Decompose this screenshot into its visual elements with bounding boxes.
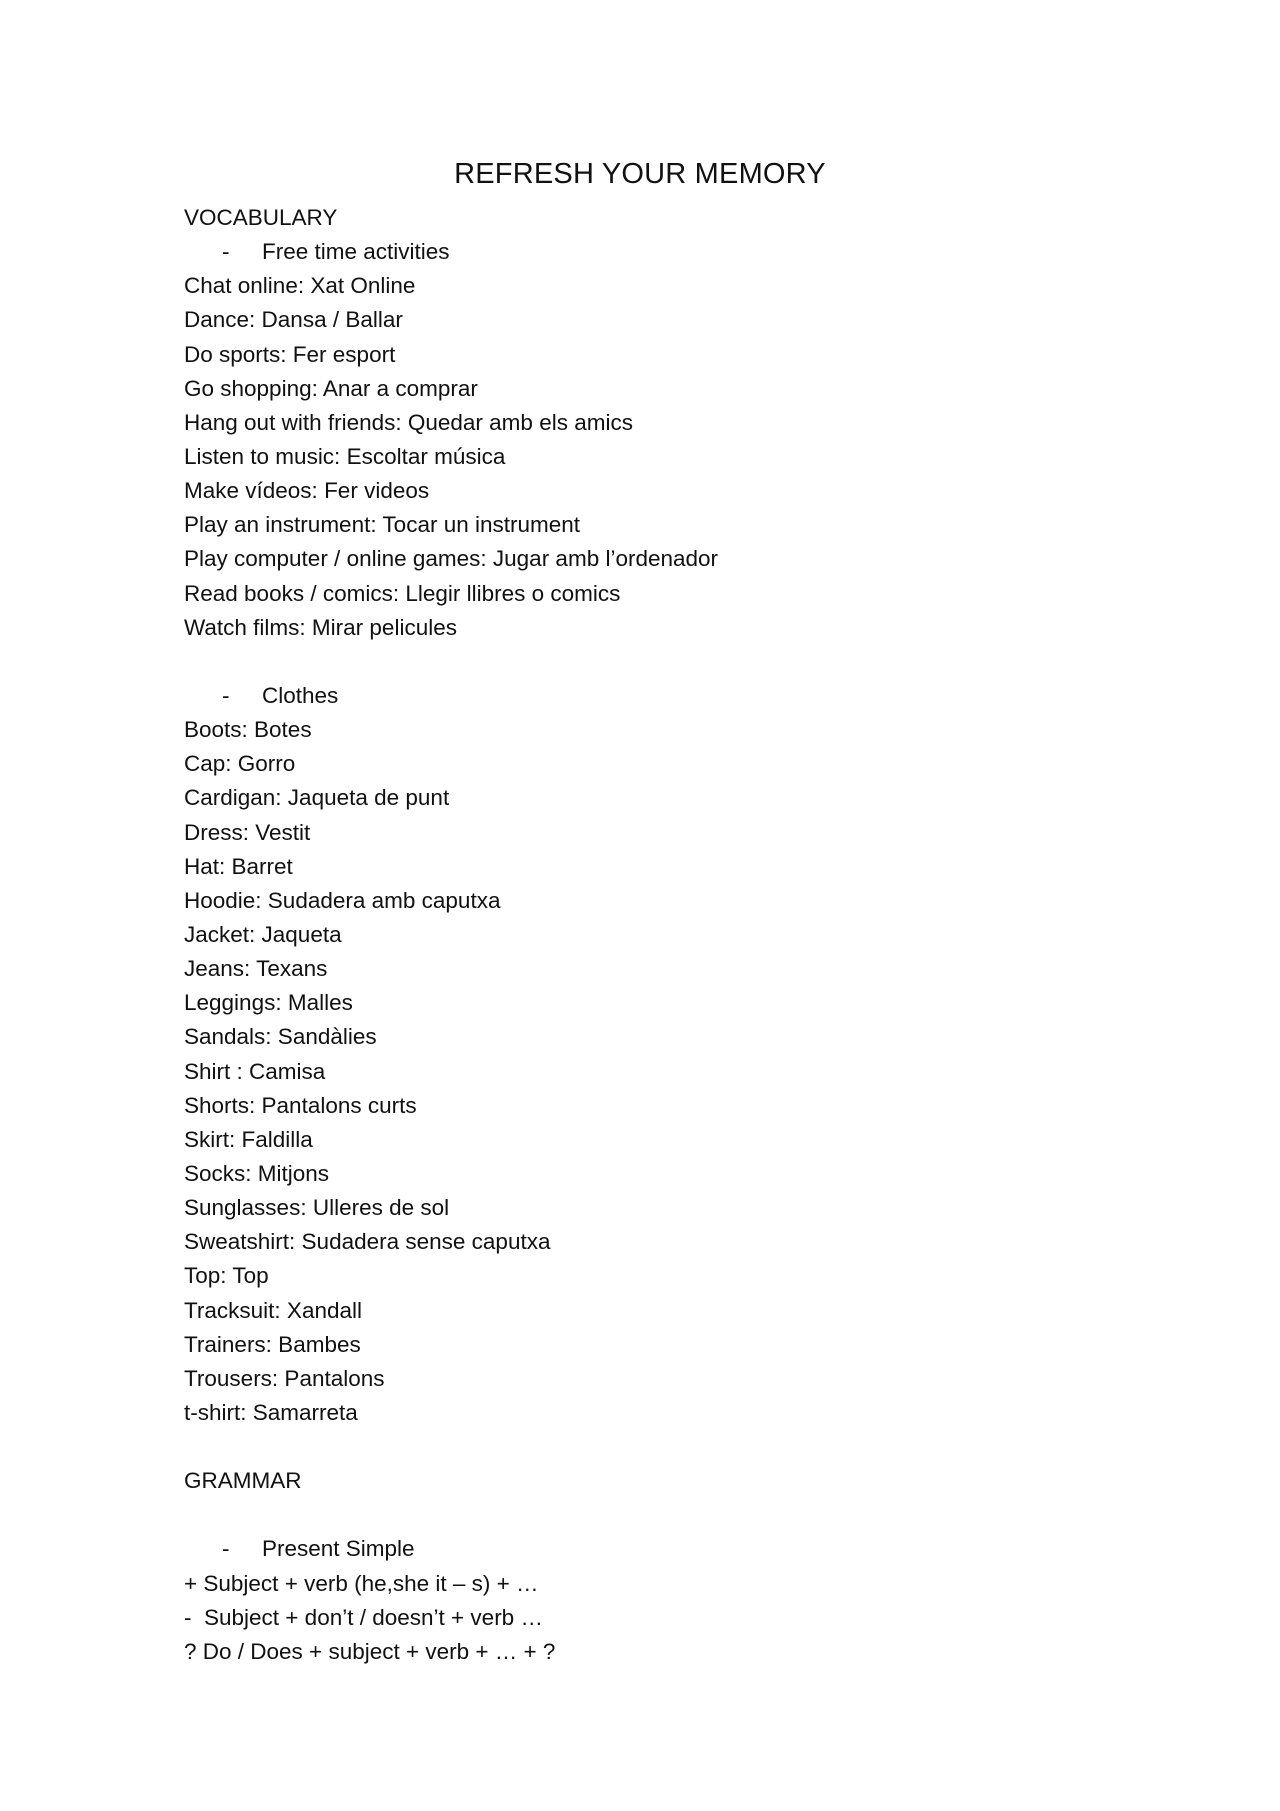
- list-item: Sandals: Sandàlies: [184, 1024, 377, 1050]
- grammar-heading: GRAMMAR: [184, 1468, 302, 1494]
- list-item: Dance: Dansa / Ballar: [184, 307, 403, 333]
- list-item: Shorts: Pantalons curts: [184, 1092, 417, 1118]
- list-item: Chat online: Xat Online: [184, 273, 416, 299]
- blank-line: [184, 1498, 1184, 1532]
- list-item: Hoodie: Sudadera amb caputxa: [184, 887, 501, 913]
- free-time-label: Free time activities: [262, 239, 450, 265]
- list-item: Listen to music: Escoltar música: [184, 443, 506, 469]
- list-item: Hat: Barret: [184, 853, 293, 879]
- blank-line: [184, 1430, 1184, 1464]
- list-item: Boots: Botes: [184, 717, 312, 743]
- blank-line: [184, 645, 1184, 679]
- list-item: Shirt : Camisa: [184, 1058, 326, 1084]
- list-item: Sweatshirt: Sudadera sense caputxa: [184, 1229, 551, 1255]
- list-item: Cap: Gorro: [184, 751, 296, 777]
- list-item: Top: Top: [184, 1263, 269, 1289]
- free-time-subheading: [184, 235, 1184, 269]
- list-item: Sunglasses: Ulleres de sol: [184, 1195, 450, 1221]
- list-item: Dress: Vestit: [184, 819, 311, 845]
- list-item: Make vídeos: Fer videos: [184, 478, 430, 504]
- list-item: Jeans: Texans: [184, 956, 328, 982]
- list-item: Play computer / online games: Jugar amb l’ordenador: [184, 546, 719, 572]
- list-item: Skirt: Faldilla: [184, 1126, 313, 1152]
- vocabulary-heading: VOCABULARY: [184, 205, 338, 230]
- present-simple-subheading: [184, 1532, 1184, 1566]
- list-item: Go shopping: Anar a comprar: [184, 375, 478, 401]
- grammar-rule-question: ? Do / Does + subject + verb + … + ?: [184, 1638, 556, 1664]
- list-item: Trainers: Bambes: [184, 1331, 361, 1357]
- list-item: Trousers: Pantalons: [184, 1365, 385, 1391]
- list-item: Watch films: Mirar pelicules: [184, 614, 457, 640]
- grammar-rule-negative: - Subject + don’t / doesn’t + verb …: [184, 1604, 543, 1630]
- list-item: Cardigan: Jaqueta de punt: [184, 785, 450, 811]
- present-simple-label: Present Simple: [262, 1536, 415, 1562]
- clothes-subheading: [184, 679, 1184, 713]
- list-item: Tracksuit: Xandall: [184, 1297, 362, 1323]
- document-title: REFRESH YOUR MEMORY: [454, 158, 826, 190]
- list-item: t-shirt: Samarreta: [184, 1399, 358, 1425]
- bullet-dash: -: [222, 1536, 230, 1562]
- list-item: Jacket: Jaqueta: [184, 921, 342, 947]
- list-item: Leggings: Malles: [184, 990, 353, 1016]
- bullet-dash: -: [222, 239, 230, 265]
- clothes-label: Clothes: [262, 682, 339, 708]
- list-item: Socks: Mitjons: [184, 1160, 330, 1186]
- document-body: [184, 201, 1184, 1669]
- list-item: Hang out with friends: Quedar amb els amics: [184, 409, 633, 435]
- list-item: Read books / comics: Llegir llibres o comics: [184, 580, 621, 606]
- bullet-dash: -: [222, 682, 230, 708]
- list-item: Play an instrument: Tocar un instrument: [184, 512, 581, 538]
- list-item: Do sports: Fer esport: [184, 341, 396, 367]
- grammar-rule-affirmative: + Subject + verb (he,she it – s) + …: [184, 1570, 539, 1596]
